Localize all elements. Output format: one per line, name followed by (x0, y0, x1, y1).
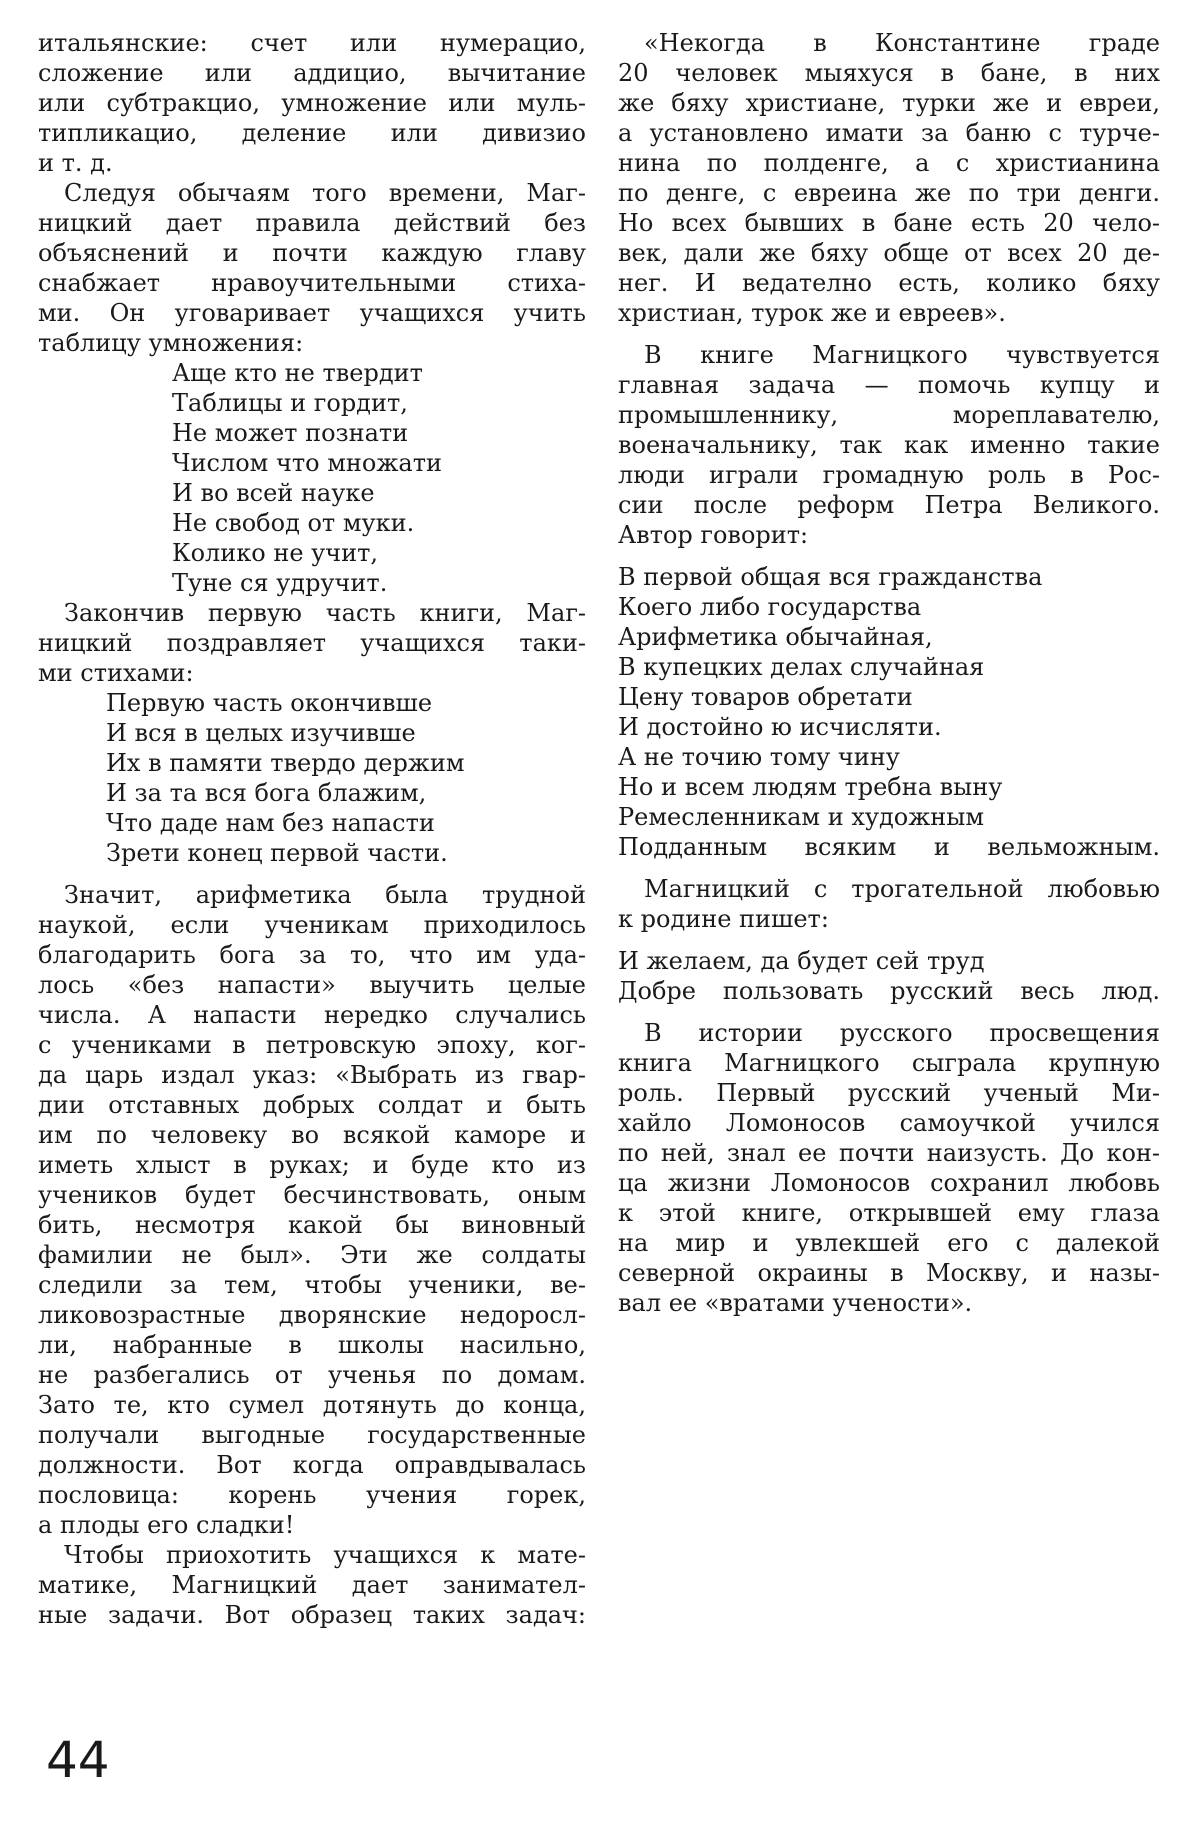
verse-line: Их в памяти твердо держим (106, 749, 465, 777)
paragraph-first-part (38, 598, 586, 688)
verse-line: Не может познати (172, 419, 409, 447)
page-number: 44 (46, 1731, 110, 1789)
text-line: Магницкий с трогательной любовью (644, 875, 1160, 903)
verse-line: А не точию тому чину (618, 743, 900, 771)
text-line: вал ее «вратами учености». (618, 1289, 973, 1317)
text-line: нина по полденге, а с христианина (618, 149, 1160, 177)
paragraph-gap (618, 934, 1160, 946)
text-line: к этой книге, открывшей ему глаза (618, 1199, 1160, 1227)
left-column (38, 28, 586, 1630)
paragraph-gap (618, 1006, 1160, 1018)
text-line: бить, несмотря какой бы виновный (38, 1211, 586, 1239)
text-line: к родине пишет: (618, 905, 829, 933)
verse-arithmetic (618, 562, 1160, 862)
text-line: матике, Магницкий дает занимател- (38, 1571, 586, 1599)
verse-line: Зрети конец первой части. (106, 839, 448, 867)
verse-line: Колико не учит, (172, 539, 379, 567)
verse-line: И достойно ю исчисляти. (618, 713, 942, 741)
verse-line: И вся в целых изучивше (106, 719, 416, 747)
text-line: роль. Первый русский ученый Ми- (618, 1079, 1160, 1107)
text-line: Но всех бывших в бане есть 20 чело- (618, 209, 1160, 237)
paragraph-customs (38, 178, 586, 358)
verse-wish (618, 946, 1160, 1006)
paragraph-arithmetic-hard (38, 880, 586, 1540)
text-line: следили за тем, чтобы ученики, ве- (38, 1271, 586, 1299)
text-line: числа. А напасти нередко случались (38, 1001, 586, 1029)
text-line: таблицу умножения: (38, 329, 304, 357)
text-line: Значит, арифметика была трудной (64, 881, 586, 909)
text-line: итальянские: счет или нумерацио, (38, 29, 586, 57)
paragraph-gap (38, 868, 586, 880)
paragraph-gap (618, 862, 1160, 874)
text-line: учеников будет бесчинствовать, оным (38, 1181, 586, 1209)
text-line: Чтобы приохотить учащихся к мате- (64, 1541, 586, 1569)
verse-line: В купецких делах случайная (618, 653, 985, 681)
text-line: сии после реформ Петра Великого. (618, 491, 1160, 519)
text-line: получали выгодные государственные (38, 1421, 586, 1449)
verse-line: Таблицы и гордит, (172, 389, 408, 417)
text-line: ные задачи. Вот образец таких задач: (38, 1601, 586, 1629)
verse-line: Арифметика обычайная, (618, 623, 933, 651)
text-line: ли, набранные в школы насильно, (38, 1331, 586, 1359)
text-line: хайло Ломоносов самоучкой учился (618, 1109, 1160, 1137)
text-line: Автор говорит: (618, 521, 809, 549)
verse-line: Не свобод от муки. (172, 509, 415, 537)
text-line: снабжает нравоучительными стиха- (38, 269, 586, 297)
text-line: Зато те, кто сумел дотянуть до конца, (38, 1391, 586, 1419)
text-line: северной окраины в Москву, и назы- (618, 1259, 1160, 1287)
text-line: люди играли громадную роль в Рос- (618, 461, 1160, 489)
verse-line: В первой общая вся гражданства (618, 563, 1043, 591)
text-line: главная задача — помочь купцу и (618, 371, 1160, 399)
text-line: и т. д. (38, 149, 113, 177)
verse-line: Что даде нам без напасти (106, 809, 435, 837)
text-line: по денге, с евреина же по три денги. (618, 179, 1160, 207)
text-line: книга Магницкого сыграла крупную (618, 1049, 1160, 1077)
text-line: ца жизни Ломоносов сохранил любовь (618, 1169, 1160, 1197)
verse-line: Подданным всяким и вельможным. (618, 833, 1160, 861)
paragraph-main-task (618, 340, 1160, 550)
text-line: ми стихами: (38, 659, 194, 687)
paragraph-love-motherland (618, 874, 1160, 934)
text-line: по ней, знал ее почти наизусть. До кон- (618, 1139, 1160, 1167)
right-column (618, 28, 1160, 1318)
text-line: да царь издал указ: «Выбрать из гвар- (38, 1061, 586, 1089)
text-line: промышленнику, мореплавателю, (618, 401, 1160, 429)
paragraph-gap (618, 550, 1160, 562)
text-line: ницкий дает правила действий без (38, 209, 586, 237)
verse-line: Коего либо государства (618, 593, 922, 621)
text-line: ми. Он уговаривает учащихся учить (38, 299, 586, 327)
text-line: а плоды его сладки! (38, 1511, 295, 1539)
paragraph-bath-problem (618, 28, 1160, 328)
text-line: не разбегались от ученья по домам. (38, 1361, 586, 1389)
text-line: наукой, если ученикам приходилось (38, 911, 586, 939)
text-line: ницкий поздравляет учащихся таки- (38, 629, 586, 657)
text-line: или субтракцио, умножение или муль- (38, 89, 586, 117)
text-line: должности. Вот когда оправдывалась (38, 1451, 586, 1479)
paragraph-counting-terms (38, 28, 586, 178)
verse-multiplication-table (38, 358, 586, 598)
paragraph-entertaining-problems (38, 1540, 586, 1630)
verse-line: И во всей науке (172, 479, 375, 507)
text-line: на мир и увлекшей его с далекой (618, 1229, 1160, 1257)
text-line: христиан, турок же и евреев». (618, 299, 1006, 327)
paragraph-lomonosov (618, 1018, 1160, 1318)
text-line: В книге Магницкого чувствуется (644, 341, 1160, 369)
text-line: благодарить бога за то, что им уда- (38, 941, 586, 969)
verse-line: Цену товаров обретати (618, 683, 913, 711)
verse-line: Ремесленникам и художным (618, 803, 985, 831)
text-line: нег. И ведателно есть, колико бяху (618, 269, 1160, 297)
text-line: «Некогда в Константине граде (644, 29, 1160, 57)
verse-line: И за та вся бога блажим, (106, 779, 427, 807)
text-line: фамилии не был». Эти же солдаты (38, 1241, 586, 1269)
verse-line: Добре пользовать русский весь люд. (618, 977, 1160, 1005)
text-line: Следуя обычаям того времени, Маг- (64, 179, 586, 207)
verse-line: Туне ся удручит. (172, 569, 388, 597)
text-line: же бяху христиане, турки же и евреи, (618, 89, 1160, 117)
verse-first-part (38, 688, 586, 868)
verse-line: Числом что множати (172, 449, 442, 477)
text-line: дии отставных добрых солдат и быть (38, 1091, 586, 1119)
text-line: лось «без напасти» выучить целые (38, 971, 586, 999)
text-line: В истории русского просвещения (644, 1019, 1160, 1047)
paragraph-gap (618, 328, 1160, 340)
verse-line: И желаем, да будет сей труд (618, 947, 985, 975)
text-line: с учениками в петровскую эпоху, ког- (38, 1031, 586, 1059)
verse-line: Но и всем людям требна выну (618, 773, 1003, 801)
text-line: а установлено имати за баню с турче- (618, 119, 1160, 147)
text-line: сложение или аддицио, вычитание (38, 59, 586, 87)
text-line: типликацио, деление или дивизио (38, 119, 586, 147)
text-line: пословица: корень учения горек, (38, 1481, 586, 1509)
text-line: объяснений и почти каждую главу (38, 239, 586, 267)
text-line: военачальнику, так как именно такие (618, 431, 1160, 459)
verse-line: Аще кто не твердит (172, 359, 423, 387)
text-line: ликовозрастные дворянские недоросл- (38, 1301, 586, 1329)
text-line: иметь хлыст в руках; и буде кто из (38, 1151, 586, 1179)
text-line: им по человеку во всякой каморе и (38, 1121, 586, 1149)
verse-line: Первую часть окончивше (106, 689, 433, 717)
text-line: 20 человек мыяхуся в бане, в них (618, 59, 1160, 87)
text-line: век, дали же бяху обще от всех 20 де- (618, 239, 1160, 267)
text-line: Закончив первую часть книги, Маг- (64, 599, 586, 627)
